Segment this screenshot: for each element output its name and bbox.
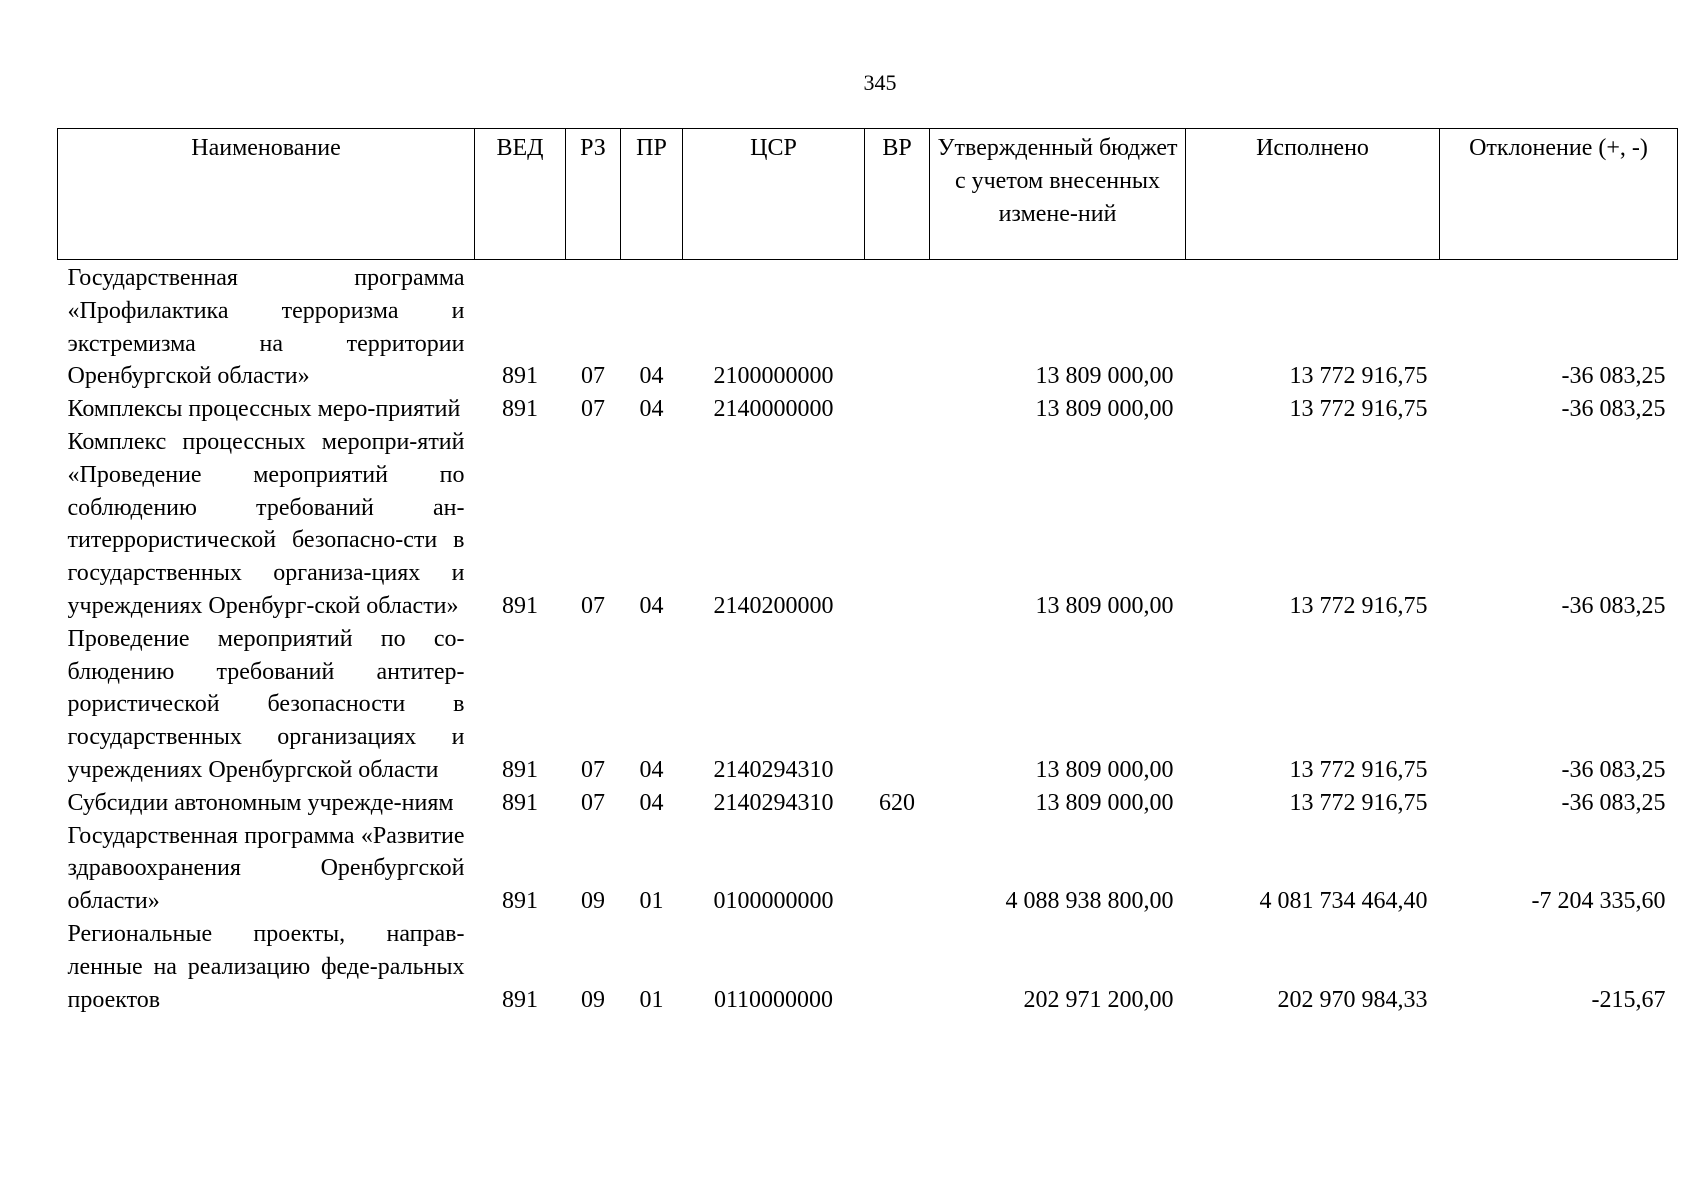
row-pr: 04 (639, 756, 664, 783)
row-name: Проведение мероприятий по со-блюдению требований антитер-рористической безопасности в государственных организациях и учреждениях Оренбургской области (67, 625, 465, 783)
row-approved: 13 809 000,00 (1035, 756, 1174, 783)
header-rz: РЗ (566, 129, 621, 260)
row-vr (865, 623, 930, 787)
row-rz: 07 (581, 789, 605, 816)
row-csr: 2140200000 (713, 592, 834, 619)
row-vr (865, 393, 930, 426)
row-name: Региональные проекты, направ-ленные на реализацию феде-ральных проектов (67, 920, 465, 1013)
row-csr: 2140294310 (713, 756, 834, 783)
row-deviation: -36 083,25 (1561, 756, 1666, 783)
row-approved: 13 809 000,00 (1035, 789, 1174, 816)
table-header (58, 129, 1678, 260)
row-approved: 4 088 938 800,00 (1005, 888, 1174, 915)
row-pr: 04 (639, 363, 664, 390)
row-vr (865, 820, 930, 918)
row-deviation: -36 083,25 (1561, 592, 1666, 619)
row-deviation: -36 083,25 (1561, 396, 1666, 423)
row-rz: 07 (581, 363, 605, 390)
row-csr: 2140000000 (713, 396, 834, 423)
row-deviation: -7 204 335,60 (1531, 888, 1666, 915)
row-name: Государственная программа «Развитие здравоохранения Оренбургской области» (67, 822, 465, 915)
row-approved: 13 809 000,00 (1035, 396, 1174, 423)
row-vr (865, 426, 930, 623)
row-name: Комплекс процессных меропри-ятий «Проведение мероприятий по соблюдению требований ан-титеррористической безопасно-сти в государственных организа-циях и учреждениях Оренбург-ской области» (67, 428, 465, 619)
table-body (58, 260, 1678, 1017)
row-pr: 04 (639, 789, 664, 816)
row-vr: 620 (879, 789, 915, 816)
header-vr: ВР (865, 129, 930, 260)
row-executed: 13 772 916,75 (1289, 592, 1428, 619)
row-vr (865, 260, 930, 394)
table-row (58, 820, 1678, 918)
row-ved: 891 (502, 592, 538, 619)
row-approved: 202 971 200,00 (1023, 986, 1174, 1013)
row-rz: 07 (581, 756, 605, 783)
header-pr: ПР (621, 129, 683, 260)
row-vr (865, 918, 930, 1016)
table-row (58, 260, 1678, 394)
table-row (58, 623, 1678, 787)
table-row (58, 393, 1678, 426)
row-approved: 13 809 000,00 (1035, 592, 1174, 619)
row-ved: 891 (502, 789, 538, 816)
row-ved: 891 (502, 756, 538, 783)
row-name: Комплексы процессных меро-приятий (67, 396, 461, 423)
row-executed: 13 772 916,75 (1289, 789, 1428, 816)
row-pr: 01 (639, 888, 664, 915)
row-rz: 07 (581, 396, 605, 423)
header-name: Наименование (58, 129, 475, 260)
row-ved: 891 (502, 888, 538, 915)
header-ved: ВЕД (475, 129, 566, 260)
row-executed: 202 970 984,33 (1277, 986, 1428, 1013)
row-executed: 13 772 916,75 (1289, 396, 1428, 423)
row-deviation: -36 083,25 (1561, 789, 1666, 816)
row-pr: 04 (639, 592, 664, 619)
budget-table (57, 128, 1678, 1016)
table-row (58, 787, 1678, 820)
header-approved: Утвержденный бюджет с учетом внесенных измене-ний (930, 129, 1186, 260)
row-rz: 09 (581, 888, 605, 915)
row-deviation: -36 083,25 (1561, 363, 1666, 390)
row-approved: 13 809 000,00 (1035, 363, 1174, 390)
row-name: Субсидии автономным учрежде-ниям (67, 789, 454, 816)
header-csr: ЦСР (683, 129, 865, 260)
header-deviation: Отклонение (+, -) (1440, 129, 1678, 260)
row-name: Государственная программа «Профилактика терроризма и экстремизма на территории Оренбургской области» (67, 265, 465, 390)
header-executed: Исполнено (1186, 129, 1440, 260)
row-executed: 4 081 734 464,40 (1259, 888, 1428, 915)
row-ved: 891 (502, 986, 538, 1013)
row-csr: 0100000000 (713, 888, 834, 915)
row-csr: 0110000000 (713, 986, 834, 1013)
table-row (58, 426, 1678, 623)
row-deviation: -215,67 (1591, 986, 1666, 1013)
row-csr: 2140294310 (713, 789, 834, 816)
row-executed: 13 772 916,75 (1289, 363, 1428, 390)
row-ved: 891 (502, 396, 538, 423)
row-executed: 13 772 916,75 (1289, 756, 1428, 783)
table-row (58, 918, 1678, 1016)
row-rz: 09 (581, 986, 605, 1013)
page-number: 345 (863, 70, 897, 95)
row-rz: 07 (581, 592, 605, 619)
row-ved: 891 (502, 363, 538, 390)
row-csr: 2100000000 (713, 363, 834, 390)
row-pr: 04 (639, 396, 664, 423)
row-pr: 01 (639, 986, 664, 1013)
